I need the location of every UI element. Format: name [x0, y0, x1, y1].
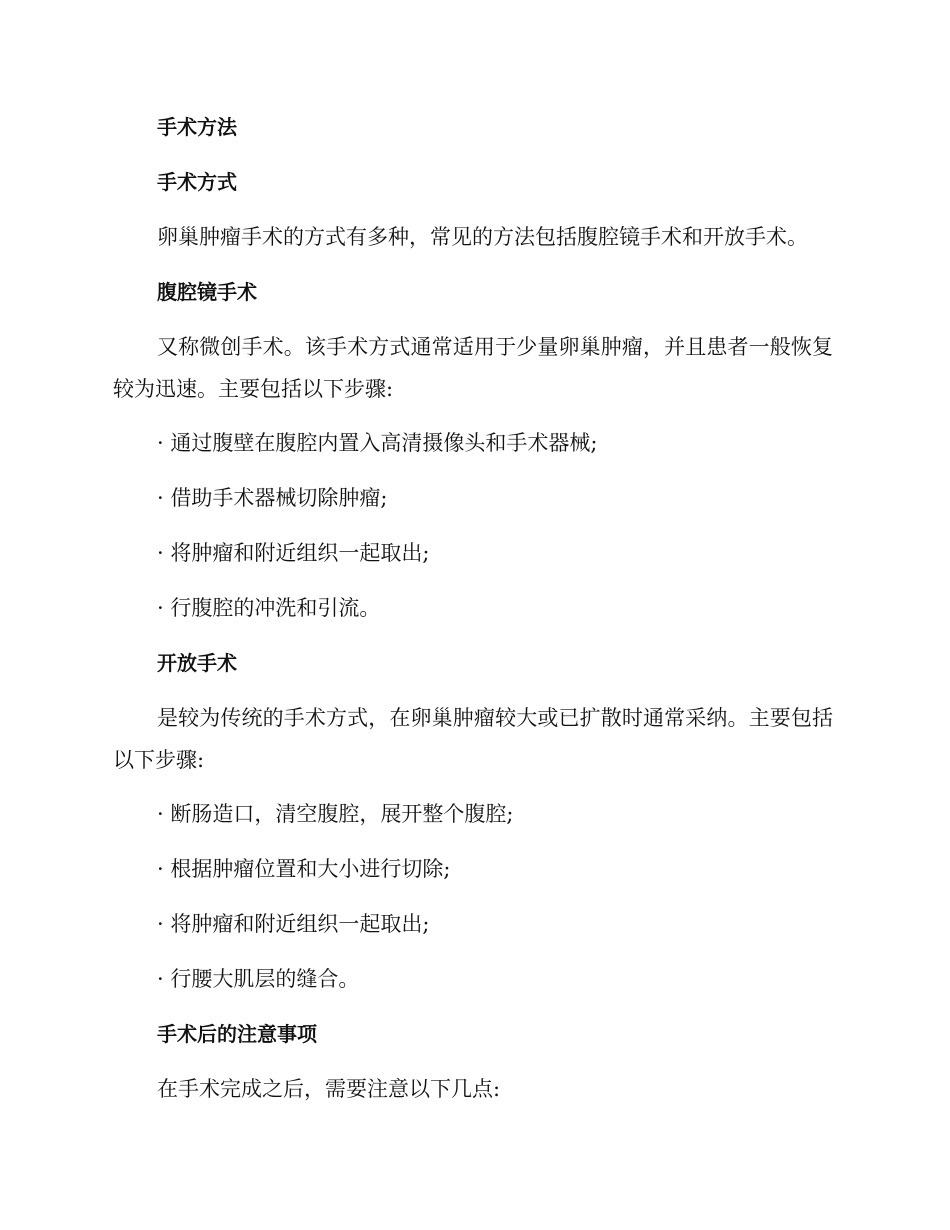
heading-postoperative-notes: 手术后的注意事项: [157, 1022, 317, 1046]
heading-surgical-approaches: 手术方式: [157, 170, 237, 194]
list-item-laparoscopic-step-2: · 借助手术器械切除肿瘤;: [157, 486, 388, 510]
heading-laparoscopic-surgery: 腹腔镜手术: [157, 280, 257, 304]
list-item-open-step-2: · 根据肿瘤位置和大小进行切除;: [157, 857, 451, 881]
heading-surgical-methods: 手术方法: [157, 115, 237, 139]
paragraph-laparoscopic-description: 又称微创手术。该手术方式通常适用于少量卵巢肿瘤，并且患者一般恢复较为迅速。主要包括以下步骤:: [113, 335, 833, 401]
paragraph-open-description: 是较为传统的手术方式，在卵巢肿瘤较大或已扩散时通常采纳。主要包括以下步骤:: [113, 706, 833, 772]
list-item-laparoscopic-step-1: · 通过腹壁在腹腔内置入高清摄像头和手术器械;: [157, 431, 598, 455]
list-item-open-step-1: · 断肠造口，清空腹腔，展开整个腹腔;: [157, 802, 514, 826]
heading-open-surgery: 开放手术: [157, 651, 237, 675]
paragraph-postoperative-intro: 在手术完成之后，需要注意以下几点:: [157, 1077, 501, 1101]
list-item-open-step-3: · 将肿瘤和附近组织一起取出;: [157, 912, 430, 936]
list-item-open-step-4: · 行腰大肌层的缝合。: [157, 967, 360, 991]
paragraph-intro: 卵巢肿瘤手术的方式有多种，常见的方法包括腹腔镜手术和开放手术。: [157, 225, 808, 249]
list-item-laparoscopic-step-4: · 行腹腔的冲洗和引流。: [157, 596, 381, 620]
list-item-laparoscopic-step-3: · 将肿瘤和附近组织一起取出;: [157, 541, 430, 565]
